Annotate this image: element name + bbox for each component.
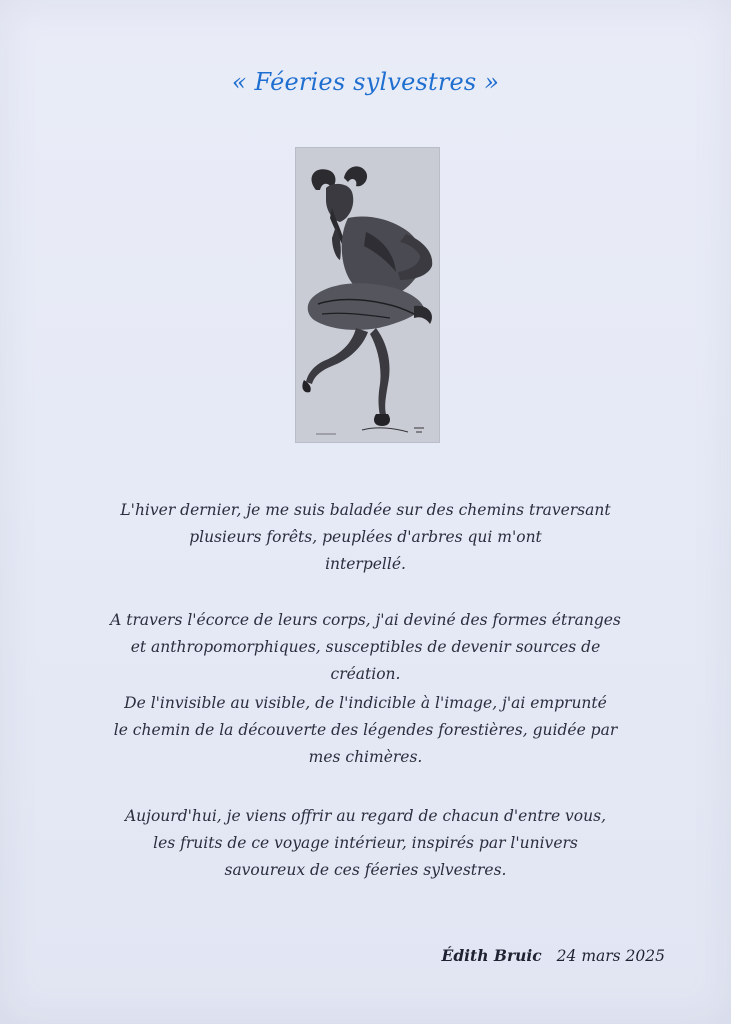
paragraph-line: le chemin de la découverte des légendes forestières, guidée par — [113, 721, 618, 739]
paragraph-line: A travers l'écorce de leurs corps, j'ai deviné des formes étranges — [110, 611, 621, 629]
document-title: « Féeries sylvestres » — [231, 68, 500, 96]
paragraph-1 — [50, 497, 681, 578]
paragraph-line: L'hiver dernier, je me suis baladée sur des chemins traversant — [120, 501, 611, 519]
paragraph-4 — [50, 803, 681, 884]
signature-name: Édith Bruic — [441, 946, 542, 965]
paragraph-line: les fruits de ce voyage intérieur, inspirés par l'univers — [153, 834, 578, 852]
paragraph-line: création. — [330, 665, 401, 683]
paragraph-line: et anthropomorphiques, susceptibles de devenir sources de — [130, 638, 601, 656]
paragraph-3 — [50, 690, 681, 771]
signature-date: 24 mars 2025 — [556, 947, 665, 965]
faun-drawing-icon — [296, 148, 439, 442]
paragraph-line: plusieurs forêts, peuplées d'arbres qui m'ont — [189, 528, 542, 546]
paragraph-2 — [50, 607, 681, 688]
paragraph-line: De l'invisible au visible, de l'indicible à l'image, j'ai emprunté — [124, 694, 607, 712]
faun-illustration — [295, 147, 440, 443]
paragraph-line: Aujourd'hui, je viens offrir au regard de chacun d'entre vous, — [124, 807, 607, 825]
paragraph-line: savoureux de ces féeries sylvestres. — [224, 861, 507, 879]
signature — [442, 946, 666, 965]
paragraph-line: interpellé. — [325, 555, 406, 573]
paragraph-line: mes chimères. — [308, 748, 423, 766]
